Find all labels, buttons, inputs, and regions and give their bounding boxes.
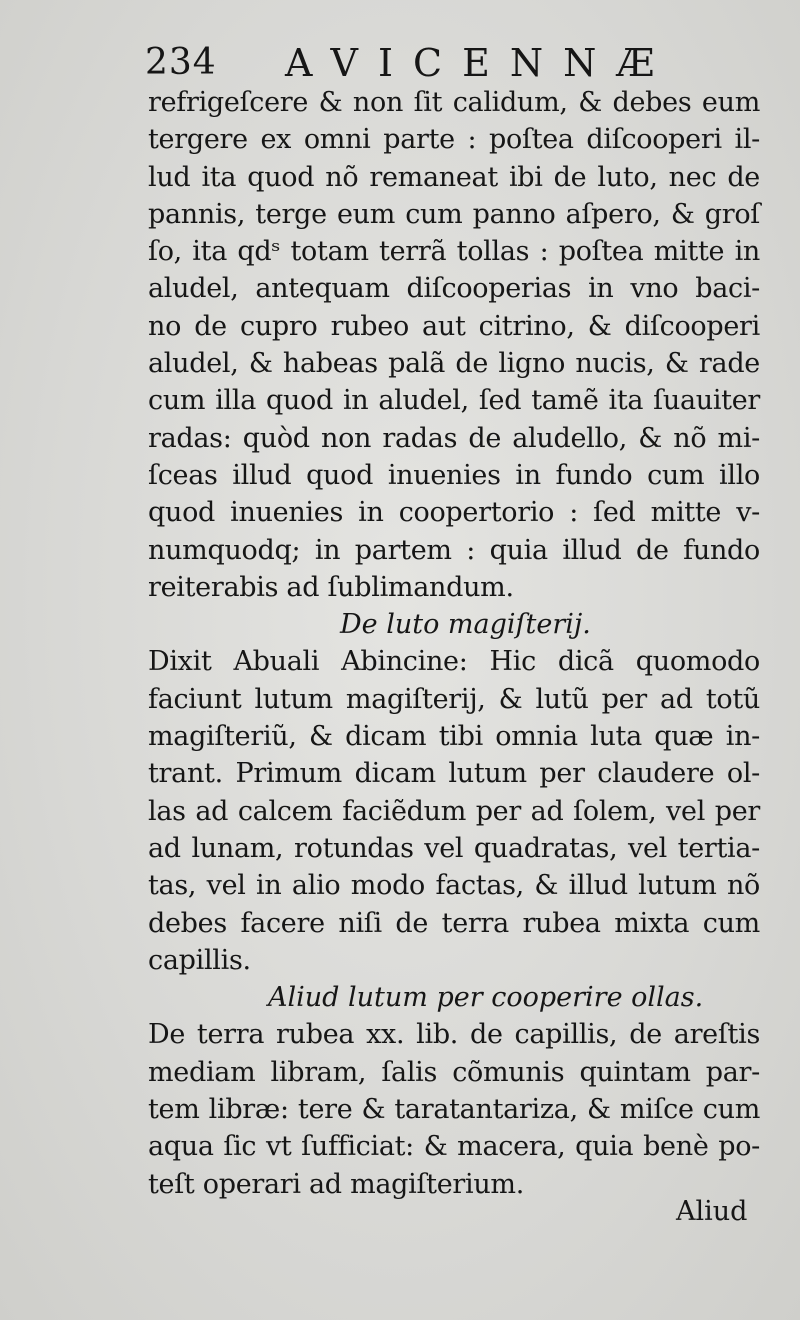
text-line: reiterabis ad ſublimandum. xyxy=(148,571,514,603)
text-line: Dixit Abuali Abincine: Hic dicã quomodo xyxy=(148,646,760,678)
paragraph-de-terra-rubea xyxy=(148,1016,760,1202)
running-head: AVICENNÆ xyxy=(285,41,675,85)
text-line: debes facere niſi de terra rubea mixta cum xyxy=(148,907,760,939)
text-line: aqua ſic vt ſufficiat: & macera, quia benè po- xyxy=(148,1131,760,1163)
catchword: Aliud xyxy=(676,1196,748,1227)
section-heading-aliud-lutum: Aliud lutum per cooperire ollas. xyxy=(268,982,704,1014)
text-line: magiſteriũ, & dicam tibi omnia luta quæ in- xyxy=(148,721,760,753)
text-line: mediam libram, ſalis cõmunis quintam par- xyxy=(148,1056,760,1088)
paragraph-dixit-abuali xyxy=(148,643,760,979)
section-heading-luto-magisterij: De luto magiſterij. xyxy=(340,609,591,641)
text-line: capillis. xyxy=(148,944,251,976)
text-line: no de cupro rubeo aut citrino, & diſcooperi xyxy=(148,310,760,342)
text-line: tergere ex omni parte : poſtea diſcooperi il- xyxy=(148,124,760,156)
text-line: refrigeſcere & non ſit calidum, & debes eum xyxy=(148,87,760,118)
text-line: De terra rubea xx. lib. de capillis, de areſtis xyxy=(148,1019,760,1051)
text-line: ad lunam, rotundas vel quadratas, vel tertia- xyxy=(148,832,760,864)
text-line: ſceas illud quod inuenies in fundo cum illo xyxy=(148,459,760,491)
text-line: ſo, ita qdˢ totam terrã tollas : poſtea mitte in xyxy=(148,236,760,268)
text-line: trant. Primum dicam lutum per claudere ol- xyxy=(148,758,760,790)
text-line: teſt operari ad magiſterium. xyxy=(148,1168,525,1200)
paragraph-continuation xyxy=(148,84,760,606)
text-line: aludel, antequam diſcooperias in vno baci- xyxy=(148,273,760,305)
text-line: numquodq; in partem : quia illud de fundo xyxy=(148,534,760,566)
text-line: faciunt lutum magiſterij, & lutũ per ad totũ xyxy=(148,683,760,715)
text-line: quod inuenies in coopertorio : ſed mitte v- xyxy=(148,497,760,529)
text-line: lud ita quod nõ remaneat ibi de luto, nec de xyxy=(148,161,760,193)
text-line: radas: quòd non radas de aludello, & nõ mi- xyxy=(148,422,760,454)
text-line: tas, vel in alio modo factas, & illud lutum nõ xyxy=(148,870,760,902)
main-text xyxy=(148,84,760,1203)
text-line: aludel, & habeas palã de ligno nucis, & rade xyxy=(148,348,760,380)
page-header xyxy=(145,38,755,88)
text-line: tem libræ: tere & taratantariza, & miſce cum xyxy=(148,1094,760,1126)
text-line: las ad calcem faciẽdum per ad ſolem, vel per xyxy=(148,795,760,827)
text-line: pannis, terge eum cum panno aſpero, & groſ xyxy=(148,198,760,230)
page-number: 234 xyxy=(145,42,217,83)
text-line: cum illa quod in aludel, ſed tamẽ ita ſuauiter xyxy=(148,385,760,417)
